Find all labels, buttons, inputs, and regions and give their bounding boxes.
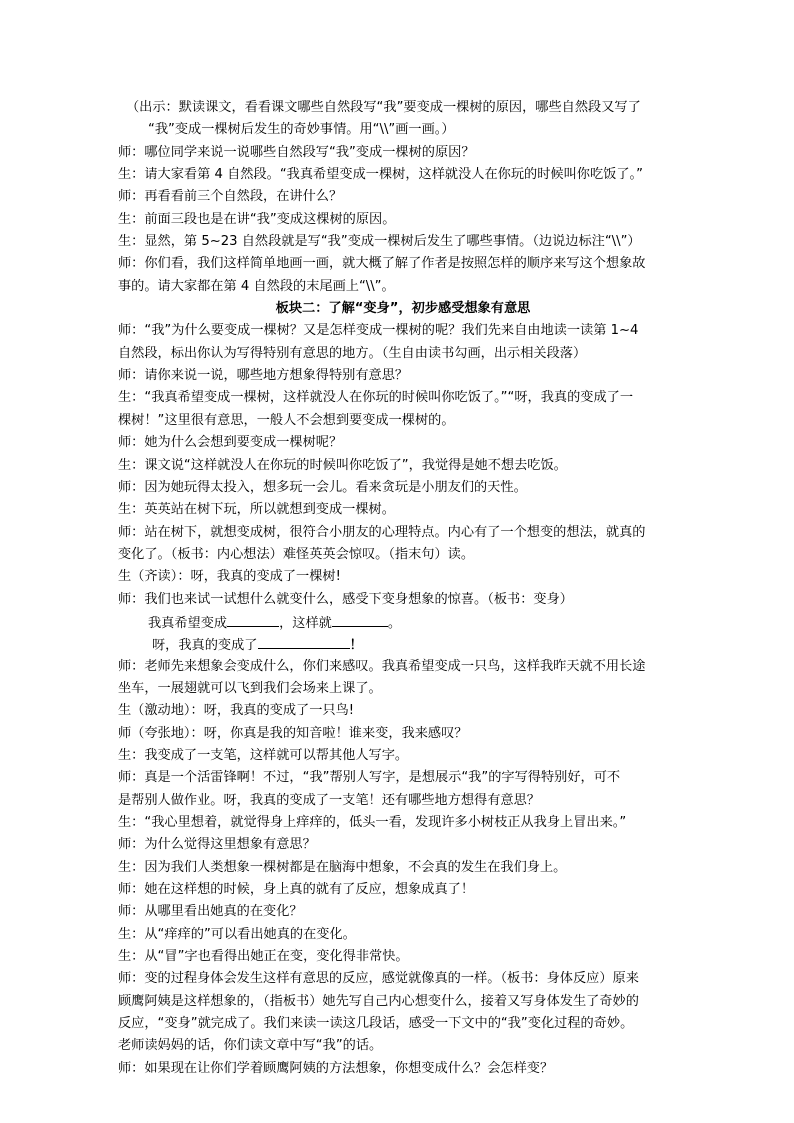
text-line: 师：请你来说一说，哪些地方想象得特别有意思？ <box>118 368 409 384</box>
text-line: 师：我们也来试一试想什么就变什么，感受下变身想象的惊喜。（板书：变身） <box>118 591 573 607</box>
text-line: 生：“我心里想着，就觉得身上痒痒的，低头一看，发现许多小树枝正从我身上冒出来。” <box>118 815 627 830</box>
text-line: 生：显然，第 5~23 自然段就是写“我”变成一棵树后发生了哪些事情。（边说边标注“\\”） <box>118 234 641 250</box>
text-line: 师：“我”为什么要变成一棵树？又是怎样变成一棵树的呢？我们先来自由地读一读第 1~4 <box>118 323 639 339</box>
text-line: 师：如果现在让你们学着顾鹰阿姨的方法想象，你想变成什么？会怎样变？ <box>118 1060 554 1076</box>
sentence-part: 。 <box>387 615 402 631</box>
text-line: 是帮别人做作业。呀，我真的变成了一支笔！还有哪些地方想得有意思？ <box>118 792 540 808</box>
text-line: 师：站在树下，就想变成树，很符合小朋友的心理特点。内心有了一个想变的想法，就真的 <box>118 524 646 540</box>
text-line: 老师读妈妈的话，你们读文章中写“我”的话。 <box>118 1038 383 1054</box>
text-line: （出示：默读课文，看看课文哪些自然段写“我”要变成一棵树的原因，哪些自然段又写了 <box>126 100 641 115</box>
text-line: 师：真是一个活雷锋啊！不过，“我”帮别人写字，是想展示“我”的字写得特别好，可不 <box>118 770 621 786</box>
text-line: 生：从“冒”字也看得出她正在变，变化得非常快。 <box>118 949 409 965</box>
sentence-part: ！ <box>349 638 363 654</box>
fill-blank <box>227 611 279 627</box>
sentence-part: ，这样就 <box>279 615 332 631</box>
sentence-part: 呀，我真的变成了 <box>152 638 258 654</box>
text-line: 棵树！”这里很有意思，一般人不会想到要变成一棵树的。 <box>118 412 455 428</box>
sentence-part: 我真希望变成 <box>148 615 228 631</box>
text-line: 生：因为我们人类想象一棵树都是在脑海中想象，不会真的发生在我们身上。 <box>118 859 567 875</box>
text-line: 师：她在这样想的时候，身上真的就有了反应，想象成真了！ <box>118 882 475 898</box>
text-line: 顾鹰阿姨是这样想象的，（指板书）她先写自己内心想变什么，接着又写身体发生了奇妙的 <box>118 993 639 1009</box>
text-line: 师：你们看，我们这样简单地画一画，就大概了解了作者是按照怎样的顺序来写这个想象故 <box>118 256 646 272</box>
text-line: 生：课文说“这样就没人在你玩的时候叫你吃饭了”，我觉得是她不想去吃饭。 <box>118 457 567 473</box>
text-line: 师：从哪里看出她真的在变化？ <box>118 904 303 920</box>
text-line: 师：老师先来想象会变成什么，你们来感叹。我真希望变成一只鸟，这样我昨天就不用长途 <box>118 658 646 674</box>
text-line: 师：哪位同学来说一说哪些自然段写“我”变成一棵树的原因？ <box>118 144 475 160</box>
text-line: 变化了。（板书：内心想法）难怪英英会惊叹。（指末句）读。 <box>118 546 475 562</box>
section-heading: 板块二：了解“变身”，初步感受想象有意思 <box>275 301 531 317</box>
text-line: 生：英英站在树下玩，所以就想到变成一棵树。 <box>118 502 395 518</box>
text-line: 师：她为什么会想到要变成一棵树呢？ <box>118 435 343 451</box>
text-line: 师：变的过程身体会发生这样有意思的反应，感觉就像真的一样。（板书：身体反应）原来 <box>118 971 639 987</box>
text-line: 师（夸张地）：呀，你真是我的知音啦！谁来变，我来感叹？ <box>118 725 468 741</box>
fill-blank <box>258 633 350 649</box>
text-line: 坐车，一展翅就可以飞到我们会场来上课了。 <box>118 680 382 696</box>
fill-in-sentence-2 <box>118 633 688 655</box>
lesson-transcript <box>118 97 688 1080</box>
text-line: 师：因为她玩得太投入，想多玩一会儿。看来贪玩是小朋友们的天性。 <box>118 479 527 495</box>
fill-blank <box>332 611 388 627</box>
text-line: 生：从“痒痒的”可以看出她真的在变化。 <box>118 926 356 942</box>
text-line: 师：再看看前三个自然段，在讲什么？ <box>118 189 343 205</box>
text-line: 事的。请大家都在第 4 自然段的末尾画上“\\”。 <box>118 278 395 294</box>
text-line: 自然段，标出你认为写得特别有意思的地方。（生自由读书勾画，出示相关段落） <box>118 345 587 361</box>
text-line: 生：前面三段也是在讲“我”变成这棵树的原因。 <box>118 211 396 227</box>
text-line: 生：我变成了一支笔，这样就可以帮其他人写字。 <box>118 747 409 763</box>
text-line: 生：请大家看第 4 自然段。“我真希望变成一棵树，这样就没人在你玩的时候叫你吃饭了。” <box>118 167 643 183</box>
text-line: 生（激动地）：呀，我真的变成了一只鸟! <box>118 703 355 719</box>
text-line: 生：“我真希望变成一棵树，这样就没人在你玩的时候叫你吃饭了。”“呀，我真的变成了一 <box>118 390 634 406</box>
text-line: 反应，“变身”就完成了。我们来读一读这几段话，感受一下文中的“我”变化过程的奇妙。 <box>118 1016 634 1032</box>
text-line: “我”变成一棵树后发生的奇妙事情。用“\\”画一画。） <box>148 122 455 138</box>
text-line: 生（齐读）：呀，我真的变成了一棵树! <box>118 569 341 585</box>
fill-in-sentence-1 <box>118 611 688 633</box>
text-line: 师：为什么觉得这里想象有意思？ <box>118 837 316 853</box>
